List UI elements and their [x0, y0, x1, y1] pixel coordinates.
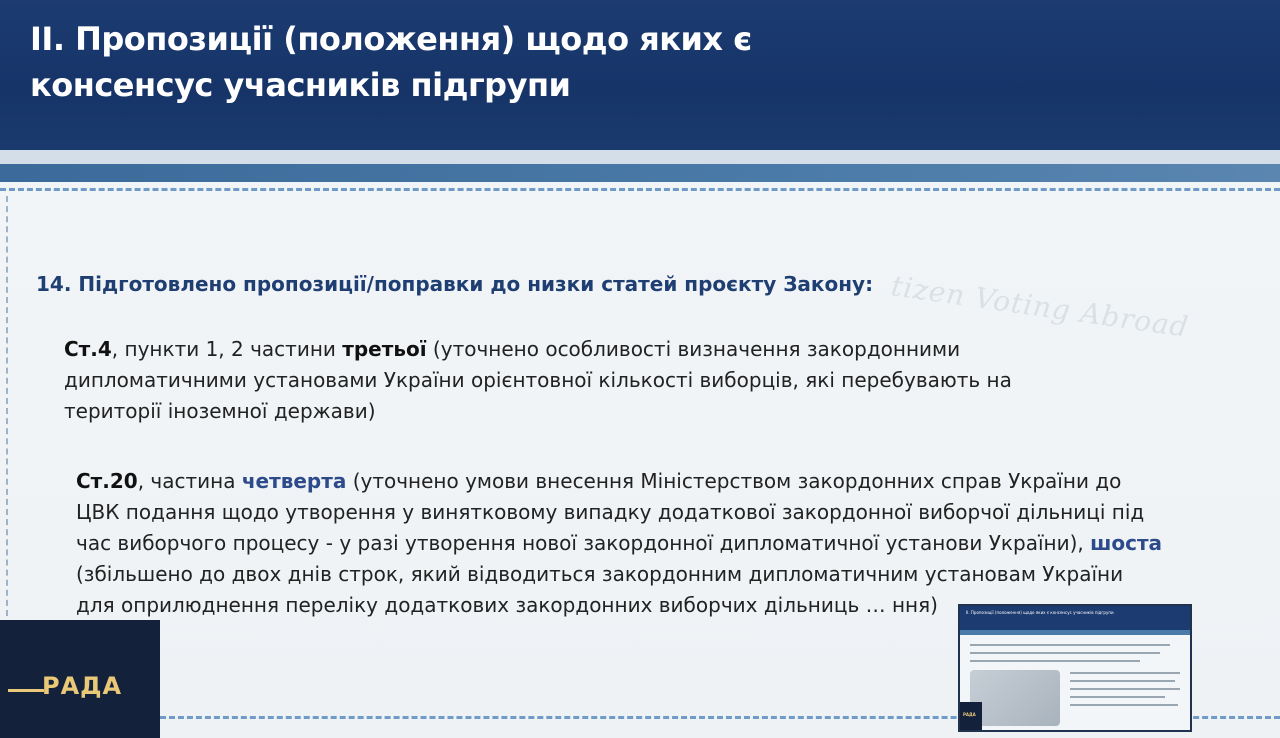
article-20-label: Ст.20 [76, 469, 138, 493]
thumbnail-text-line [1070, 672, 1180, 674]
background-watermark: tizen Voting Abroad [889, 269, 1191, 344]
thumbnail-logo [960, 702, 982, 730]
article-20-text-c: (збільшено до двох днів строк, який відводиться закордонним дипломатичним установам України для оприлюднення переліку додаткових закордонних виборчих дільниць … ння) [76, 562, 1124, 617]
article-20-text-b: (уточнено умови внесення Міністерством закордонних справ України до ЦВК подання щодо утворення у винятковому випадку додаткової закордонної виборчої дільниці під час виборчого процесу - у разі утворення нової закордонної дипломатичної установи України), [76, 469, 1145, 555]
article-4-highlight: третьої [342, 337, 427, 361]
article-4-text-a: , пункти 1, 2 частини [111, 337, 343, 361]
dashed-frame-top [0, 188, 1280, 191]
article-4-label: Ст.4 [64, 337, 112, 361]
dashed-frame-left [6, 196, 8, 616]
header-divider-blue [0, 164, 1280, 182]
thumbnail-text-line [1070, 704, 1178, 706]
article-20-paragraph [76, 466, 1166, 621]
article-4-text-b: (уточнено особливості визначення закордонними дипломатичними установами України орієнтовної кількості виборців, які перебувають на території іноземної держави) [64, 337, 1012, 423]
article-20-highlight-fourth: четверта [241, 469, 347, 493]
thumbnail-text-line [970, 644, 1170, 646]
section-heading: 14. Підготовлено пропозиції/поправки до низки статей проєкту Закону: [36, 272, 874, 296]
logo-text: РАДА [42, 672, 123, 700]
article-4-paragraph [64, 334, 1084, 427]
article-20-text-a: , частина [137, 469, 242, 493]
thumbnail-title: II. Пропозиції (положення) щодо яких є консенсус учасників підгрупи [966, 610, 1114, 615]
article-20-highlight-sixth: шоста [1090, 531, 1163, 555]
thumbnail-header [960, 606, 1190, 630]
slide-thumbnail[interactable] [958, 604, 1192, 732]
logo-accent-line [8, 689, 44, 692]
thumbnail-logo-text: РАДА [963, 712, 976, 717]
slide-title: II. Пропозиції (положення) щодо яких є консенсус учасників підгрупи [30, 20, 752, 104]
thumbnail-text-line [1070, 680, 1175, 682]
thumbnail-text-line [1070, 696, 1165, 698]
slide-header [0, 0, 1280, 150]
rada-logo [0, 620, 160, 738]
thumbnail-text-line [970, 660, 1140, 662]
thumbnail-image [970, 670, 1060, 726]
thumbnail-divider [960, 630, 1190, 635]
header-divider-light [0, 150, 1280, 164]
thumbnail-text-line [1070, 688, 1180, 690]
thumbnail-text-line [970, 652, 1160, 654]
